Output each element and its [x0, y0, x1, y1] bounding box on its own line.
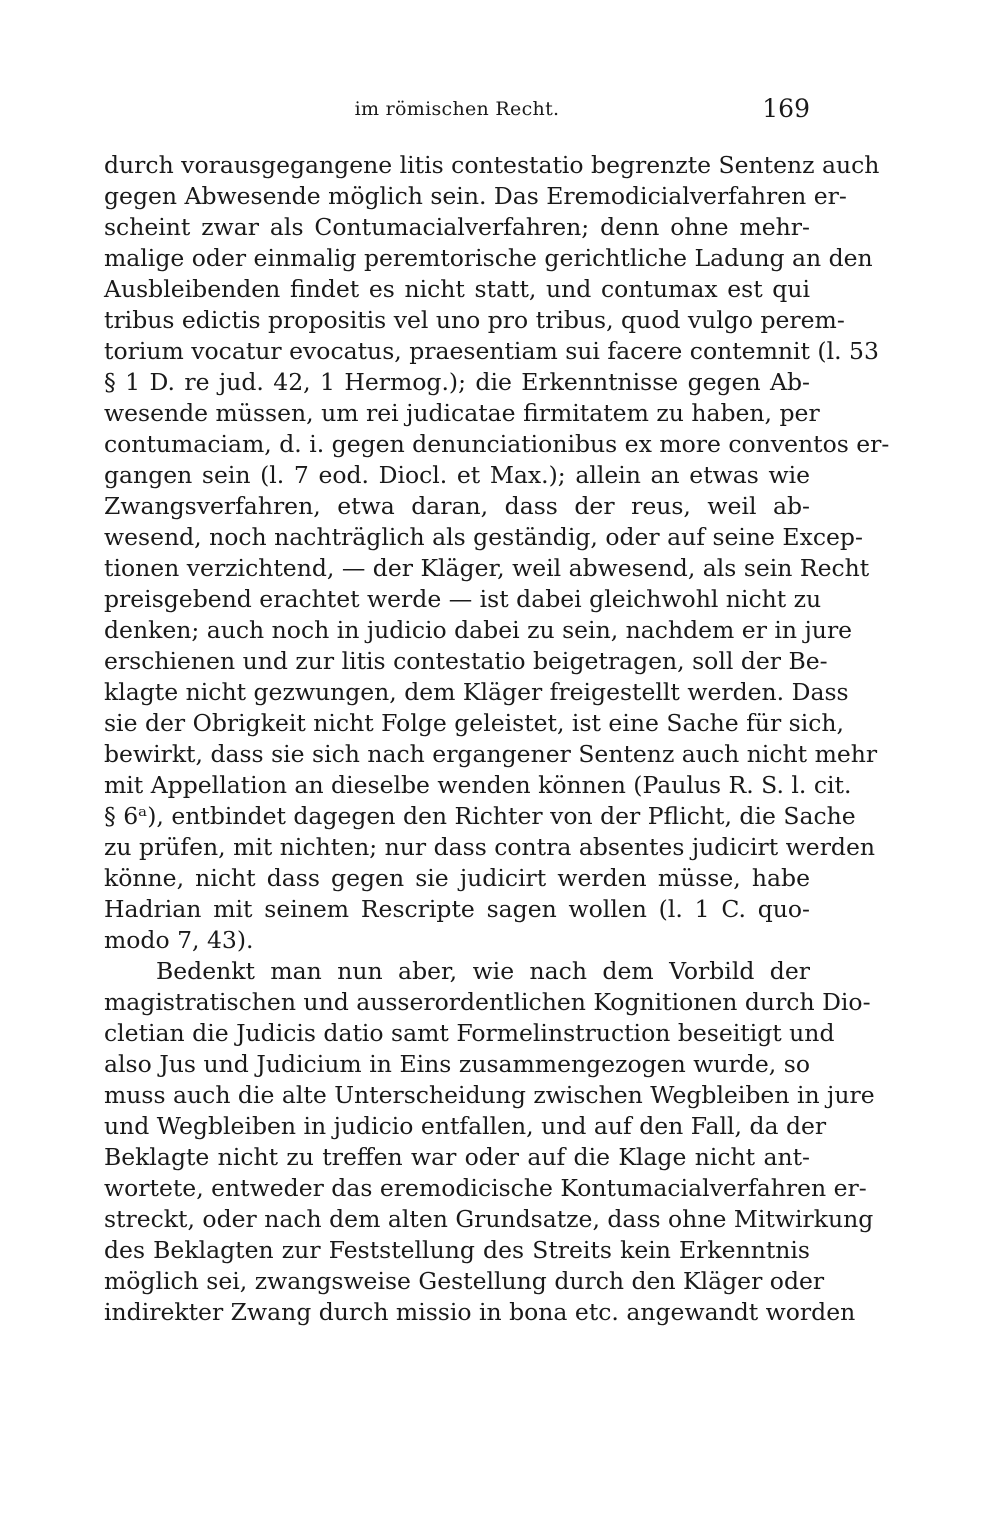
- text-line: contumaciam, d. i. gegen denunciationibus ex more conventos er-: [104, 430, 890, 458]
- text-line: Ausbleibenden findet es nicht statt, und contumax est qui: [104, 275, 810, 303]
- text-line: streckt, oder nach dem alten Grundsatze, dass ohne Mitwirkung: [104, 1205, 874, 1233]
- text-line: durch vorausgegangene litis contestatio begrenzte Sentenz auch: [104, 151, 880, 179]
- text-line: mit Appellation an dieselbe wenden können (Paulus R. S. l. cit.: [104, 771, 852, 799]
- text-line: magistratischen und ausserordentlichen Kognitionen durch Dio-: [104, 988, 871, 1016]
- text-line: scheint zwar als Contumacialverfahren; denn ohne mehr-: [104, 213, 810, 241]
- text-line: tionen verzichtend, — der Kläger, weil abwesend, als sein Recht: [104, 554, 870, 582]
- text-line: wortete, entweder das eremodicische Kontumacialverfahren er-: [104, 1174, 867, 1202]
- text-line: Beklagte nicht zu treffen war oder auf die Klage nicht ant-: [104, 1143, 810, 1171]
- text-line: möglich sei, zwangsweise Gestellung durch den Kläger oder: [104, 1267, 825, 1295]
- text-line: bewirkt, dass sie sich nach ergangener Sentenz auch nicht mehr: [104, 740, 878, 768]
- text-line: Hadrian mit seinem Rescripte sagen wollen (l. 1 C. quo-: [104, 895, 810, 923]
- text-line: cletian die Judicis datio samt Formelinstruction beseitigt und: [104, 1019, 835, 1047]
- text-line: Bedenkt man nun aber, wie nach dem Vorbild der: [156, 957, 810, 985]
- text-line: könne, nicht dass gegen sie judicirt werden müsse, habe: [104, 864, 810, 892]
- text-line: modo 7, 43).: [104, 926, 254, 954]
- paragraph-1: [104, 150, 890, 956]
- text-line: zu prüfen, mit nichten; nur dass contra absentes judicirt werden: [104, 833, 876, 861]
- page-number: 169: [762, 94, 810, 123]
- body-text: [104, 150, 890, 1328]
- paragraph-2: [104, 956, 875, 1328]
- text-line: denken; auch noch in judicio dabei zu sein, nachdem er in jure: [104, 616, 853, 644]
- running-title: im römischen Recht.: [354, 98, 560, 120]
- text-line: indirekter Zwang durch missio in bona etc. angewandt worden: [104, 1298, 856, 1326]
- text-line: also Jus und Judicium in Eins zusammengezogen wurde, so: [104, 1050, 810, 1078]
- text-line: gegen Abwesende möglich sein. Das Eremodicialverfahren er-: [104, 182, 847, 210]
- text-line: des Beklagten zur Feststellung des Streits kein Erkenntnis: [104, 1236, 810, 1264]
- text-line: gangen sein (l. 7 eod. Diocl. et Max.); allein an etwas wie: [104, 461, 810, 489]
- text-line: muss auch die alte Unterscheidung zwischen Wegbleiben in jure: [104, 1081, 875, 1109]
- text-line: tribus edictis propositis vel uno pro tribus, quod vulgo perem-: [104, 306, 845, 334]
- running-head: [104, 94, 810, 128]
- text-line: § 6ᵃ), entbindet dagegen den Richter von der Pflicht, die Sache: [104, 802, 856, 830]
- text-line: klagte nicht gezwungen, dem Kläger freigestellt werden. Dass: [104, 678, 849, 706]
- text-line: und Wegbleiben in judicio entfallen, und auf den Fall, da der: [104, 1112, 827, 1140]
- text-line: torium vocatur evocatus, praesentiam sui facere contemnit (l. 53: [104, 337, 879, 365]
- text-line: erschienen und zur litis contestatio beigetragen, soll der Be-: [104, 647, 828, 675]
- text-line: sie der Obrigkeit nicht Folge geleistet, ist eine Sache für sich,: [104, 709, 845, 737]
- text-line: Zwangsverfahren, etwa daran, dass der reus, weil ab-: [104, 492, 810, 520]
- text-line: § 1 D. re jud. 42, 1 Hermog.); die Erkenntnisse gegen Ab-: [104, 368, 810, 396]
- text-line: malige oder einmalig peremtorische gerichtliche Ladung an den: [104, 244, 873, 272]
- text-line: preisgebend erachtet werde — ist dabei gleichwohl nicht zu: [104, 585, 822, 613]
- text-line: wesende müssen, um rei judicatae firmitatem zu haben, per: [104, 399, 820, 427]
- text-line: wesend, noch nachträglich als geständig, oder auf seine Excep-: [104, 523, 863, 551]
